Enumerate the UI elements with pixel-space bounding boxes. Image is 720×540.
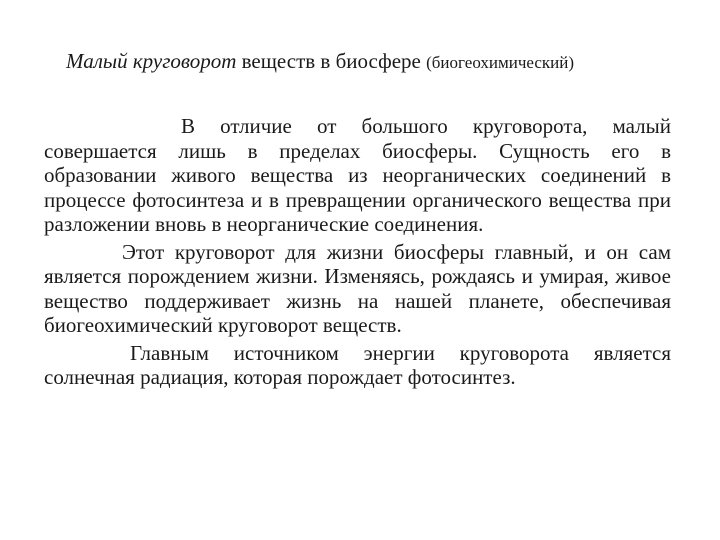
paragraph-3: Главным источником энергии круговорота является солнечная радиация, которая порождает фотосинтез. [44,340,671,389]
title-emphasis: Малый круговорот [66,49,237,73]
paragraph-2: Этот круговорот для жизни биосферы главный, и он сам является порождением жизни. Изменяясь, рождаясь и умирая, живое вещество поддерживает жизнь на нашей планете, обеспечивая биогеохимический круговорот веществ. [44,239,671,337]
title-main: веществ в биосфере [236,49,427,73]
slide-title [66,47,574,77]
title-note: (биогеохимический) [426,53,575,72]
paragraph-1: В отличие от большого круговорота, малый совершается лишь в пределах биосферы. Сущность его в образовании живого вещества из неорганических соединений в процессе фотосинтеза и в превращении органического вещества при разложении вновь в неорганические соединения. [44,114,671,236]
slide-body [44,114,671,390]
